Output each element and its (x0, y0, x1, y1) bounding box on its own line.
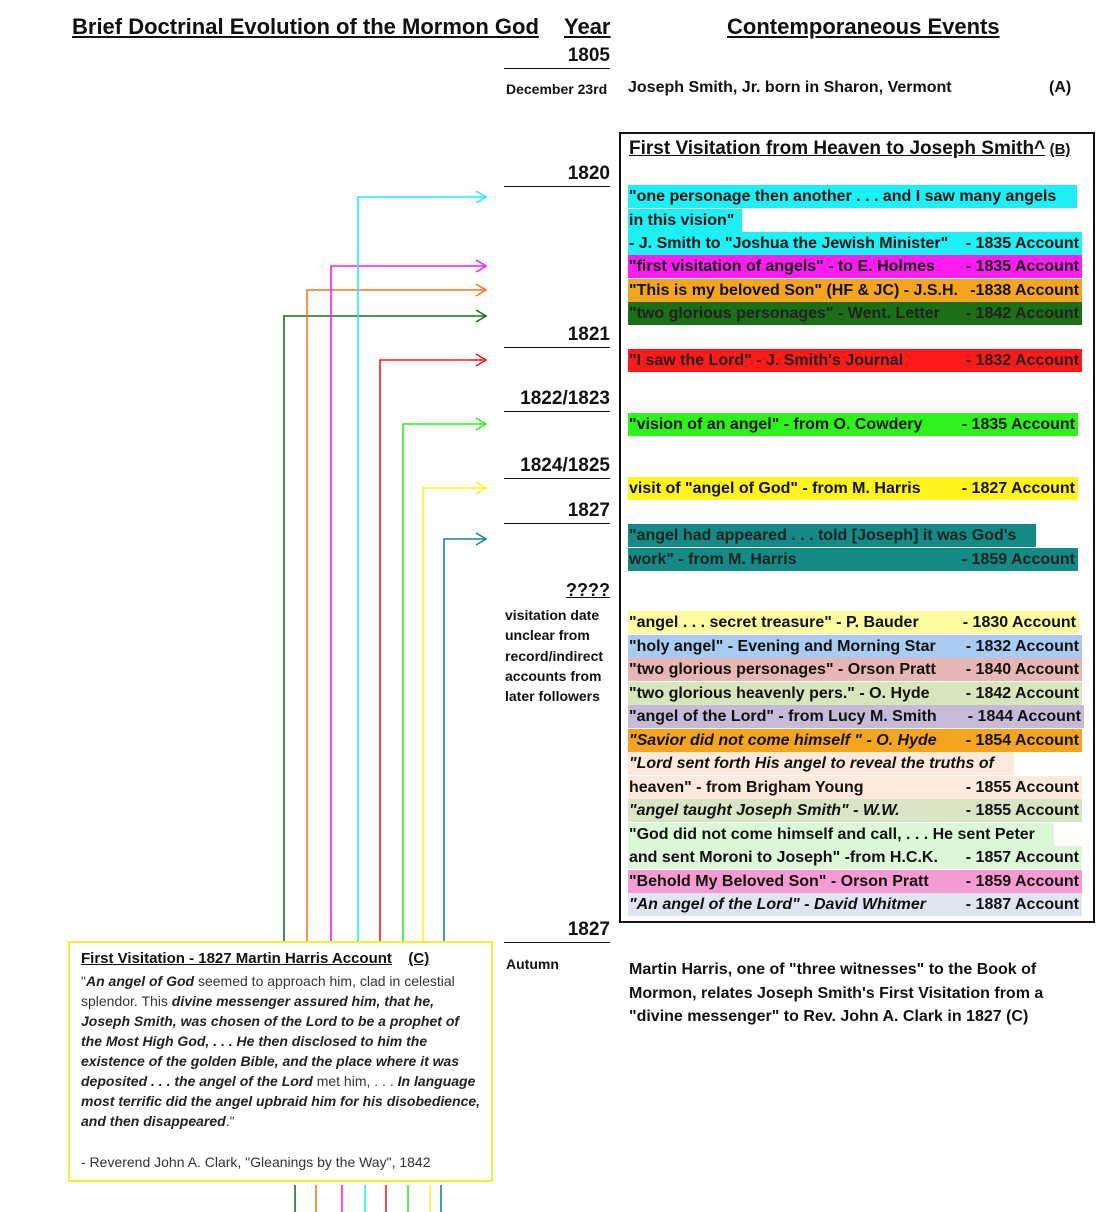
account-quote: "angel of the Lord" - from Lucy M. Smith (629, 708, 937, 725)
account-quote: "I saw the Lord" - J. Smith's Journal (629, 352, 904, 369)
account-year: - 1859 Account (961, 551, 1075, 568)
account-quote: "An angel of the Lord" - David Whitmer (629, 896, 926, 913)
autumn-label: Autumn (506, 956, 559, 972)
unknown-note-line: later followers (505, 688, 600, 705)
account-quote: heaven" - from Brigham Young (629, 779, 864, 796)
account-quote: "This is my beloved Son" (HF & JC) - J.S.H. (629, 282, 958, 299)
account-quote: visit of "angel of God" - from M. Harris (629, 480, 921, 497)
year-column-title: Year (564, 14, 611, 39)
connector-line (358, 197, 486, 941)
first-visitation-title: First Visitation from Heaven to Joseph Smith^ (629, 138, 1046, 159)
account-quote: "holy angel" - Evening and Morning Star (629, 638, 936, 655)
account-quote: "Savior did not come himself " - O. Hyde (629, 732, 937, 749)
harris-account-source: - Reverend John A. Clark, "Gleanings by the Way", 1842 (81, 1154, 431, 1170)
harris-event-line: "divine messenger" to Rev. John A. Clark in 1827 (C) (629, 1008, 1029, 1025)
unknown-note-line: record/indirect (505, 647, 604, 664)
account-quote: "God did not come himself and call, . . . He sent Peter (629, 826, 1035, 843)
account-quote: in this vision" (629, 212, 735, 229)
harris-account-title: First Visitation - 1827 Martin Harris Account (81, 950, 392, 967)
account-quote: "angel had appeared . . . told [Joseph] it was God's (629, 527, 1017, 544)
year-1827-first: 1827 (504, 500, 610, 524)
account-quote: "one personage then another . . . and I saw many angels (629, 188, 1057, 205)
account-quote: "angel taught Joseph Smith" - W.W. (629, 802, 900, 819)
year-unknown: ???? (566, 580, 610, 600)
harris-account-quote: "An angel of God seemed to approach him, clad in celestial splendor. This divine messenger assured him, that he, Joseph Smith, was chosen of the Lord to be a prophet of the Most High God, . . . He then disclosed to him the existence of the golden Bible, and the place where it was deposited . . . the angel of the Lord met him, . . . In language most terrific did the angel upbraid him for his disobedience, and then disappeared." (81, 973, 481, 1129)
account-quote: and sent Moroni to Joseph" -from H.C.K. (629, 849, 938, 866)
year-1822-1823: 1822/1823 (504, 388, 610, 412)
connector-line (423, 488, 486, 941)
year-1805: 1805 (504, 45, 610, 69)
account-year: - 1830 Account (962, 614, 1076, 631)
connector-line (380, 360, 486, 941)
unknown-note-line: unclear from (505, 627, 590, 644)
year-1820: 1820 (504, 163, 610, 187)
account-year: - 1835 Account (965, 258, 1079, 275)
year-1824-1825: 1824/1825 (504, 455, 610, 479)
harris-event-line: Martin Harris, one of "three witnesses" to the Book of (629, 961, 1037, 978)
account-quote: work" - from M. Harris (629, 551, 797, 568)
unknown-note-line: accounts from (505, 667, 602, 684)
account-year: - 1842 Account (965, 685, 1079, 702)
harris-account-ref: (C) (408, 950, 430, 967)
account-year: - 1832 Account (965, 638, 1079, 655)
harris-account-heading (81, 950, 429, 968)
account-year: - 1835 Account (961, 416, 1075, 433)
harris-event (629, 958, 1043, 1029)
birth-event: Joseph Smith, Jr. born in Sharon, Vermont (628, 79, 952, 96)
account-year: - 1832 Account (965, 352, 1079, 369)
account-year: -1838 Account (970, 282, 1079, 299)
left-column-title: Brief Doctrinal Evolution of the Mormon God (72, 14, 539, 39)
events-column-title: Contemporaneous Events (727, 14, 1000, 39)
birth-ref: (A) (1049, 79, 1072, 96)
account-quote: "two glorious heavenly pers." - O. Hyde (629, 685, 930, 702)
harris-event-line: Mormon, relates Joseph Smith's First Visitation from a (629, 984, 1044, 1002)
connector-line (444, 539, 486, 941)
account-year: - 1855 Account (965, 802, 1079, 819)
connector-line (307, 290, 486, 941)
year-1827-second: 1827 (504, 919, 610, 943)
account-quote: "two glorious personages" - Orson Pratt (629, 661, 936, 678)
account-quote: "first visitation of angels" - to E. Holmes (629, 258, 935, 275)
connector-line (284, 316, 486, 941)
account-quote: "vision of an angel" - from O. Cowdery (629, 416, 923, 433)
account-quote: "angel . . . secret treasure" - P. Bauder (629, 614, 919, 631)
account-quote: "Behold My Beloved Son" - Orson Pratt (629, 873, 929, 890)
account-quote: "two glorious personages" - Went. Letter (629, 305, 940, 322)
unknown-note-line: visitation date (505, 607, 600, 623)
account-year: - 1842 Account (965, 305, 1079, 322)
account-year: - 1827 Account (961, 480, 1075, 497)
account-quote: - J. Smith to "Joshua the Jewish Minister" (629, 235, 949, 252)
connector-line (331, 266, 486, 941)
account-quote: "Lord sent forth His angel to reveal the truths of (629, 755, 994, 772)
first-visitation-ref: (B) (1049, 141, 1071, 158)
account-year: - 1840 Account (965, 661, 1079, 678)
account-year: - 1844 Account (967, 708, 1081, 725)
account-year: - 1857 Account (965, 849, 1079, 866)
year-1821: 1821 (504, 324, 610, 348)
account-year: - 1854 Account (965, 732, 1079, 749)
account-year: - 1859 Account (965, 873, 1079, 890)
account-year: - 1887 Account (965, 896, 1079, 913)
account-year: - 1855 Account (965, 779, 1079, 796)
account-year: - 1835 Account (965, 235, 1079, 252)
date-december-23rd: December 23rd (506, 81, 608, 97)
